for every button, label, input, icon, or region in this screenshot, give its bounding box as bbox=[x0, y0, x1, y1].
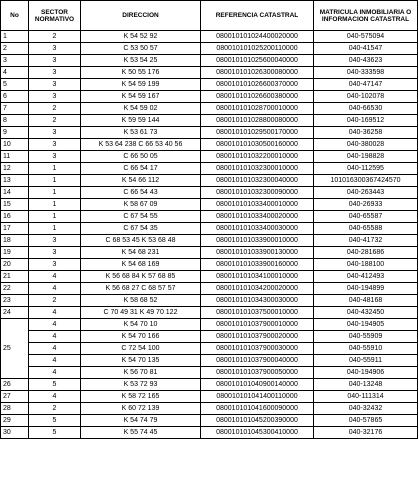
cell-no: 18 bbox=[1, 235, 29, 247]
cell-sector: 5 bbox=[29, 427, 81, 439]
table-row bbox=[1, 127, 418, 139]
cell-direccion: K 54 68 169 bbox=[81, 259, 201, 271]
cell-sector: 4 bbox=[29, 343, 81, 355]
cell-direccion: K 54 59 02 bbox=[81, 103, 201, 115]
cell-referencia: 080010101026300080000 bbox=[201, 67, 314, 79]
cell-matricula: 040-263443 bbox=[314, 187, 418, 199]
cell-sector: 1 bbox=[29, 199, 81, 211]
cell-direccion: K 58 72 165 bbox=[81, 391, 201, 403]
cell-no: 4 bbox=[1, 67, 29, 79]
cell-direccion: K 54 74 79 bbox=[81, 415, 201, 427]
cell-no: 5 bbox=[1, 79, 29, 91]
cell-matricula: 040-32432 bbox=[314, 403, 418, 415]
header-row bbox=[1, 1, 418, 31]
cell-referencia: 080010101026600370000 bbox=[201, 79, 314, 91]
cell-no: 11 bbox=[1, 151, 29, 163]
cell-direccion: K 58 67 09 bbox=[81, 199, 201, 211]
cell-matricula: 040-47147 bbox=[314, 79, 418, 91]
cell-direccion: K 56 68 84 K 57 68 85 bbox=[81, 271, 201, 283]
cell-referencia: 080010101037900050000 bbox=[201, 367, 314, 379]
cell-matricula: 040-41547 bbox=[314, 43, 418, 55]
table-row bbox=[1, 259, 418, 271]
table-row bbox=[1, 175, 418, 187]
table-row bbox=[1, 331, 418, 343]
cell-referencia: 080010101032300090000 bbox=[201, 187, 314, 199]
cell-sector: 1 bbox=[29, 211, 81, 223]
cell-referencia: 080010101033900130000 bbox=[201, 247, 314, 259]
table-body bbox=[1, 31, 418, 439]
cell-matricula: 040-333598 bbox=[314, 67, 418, 79]
cell-referencia: 080010101037500010000 bbox=[201, 307, 314, 319]
cell-sector: 2 bbox=[29, 31, 81, 43]
cell-no: 23 bbox=[1, 295, 29, 307]
cell-sector: 4 bbox=[29, 283, 81, 295]
cell-sector: 4 bbox=[29, 307, 81, 319]
cell-matricula: 040-194899 bbox=[314, 283, 418, 295]
cell-no: 8 bbox=[1, 115, 29, 127]
cell-no: 17 bbox=[1, 223, 29, 235]
cell-referencia: 080010101037900030000 bbox=[201, 343, 314, 355]
cell-referencia: 080010101033400010000 bbox=[201, 199, 314, 211]
table-row bbox=[1, 115, 418, 127]
cell-direccion: K 54 52 92 bbox=[81, 31, 201, 43]
cell-matricula: 040-194905 bbox=[314, 319, 418, 331]
cell-sector: 4 bbox=[29, 319, 81, 331]
cell-direccion: K 54 66 112 bbox=[81, 175, 201, 187]
cell-referencia: 080010101033900160000 bbox=[201, 259, 314, 271]
cell-direccion: K 54 70 166 bbox=[81, 331, 201, 343]
table-row bbox=[1, 151, 418, 163]
cell-no: 30 bbox=[1, 427, 29, 439]
cell-sector: 4 bbox=[29, 391, 81, 403]
table-row bbox=[1, 307, 418, 319]
cell-direccion: K 59 59 144 bbox=[81, 115, 201, 127]
cell-sector: 1 bbox=[29, 187, 81, 199]
cell-sector: 3 bbox=[29, 67, 81, 79]
cell-direccion: K 53 72 93 bbox=[81, 379, 201, 391]
cell-matricula: 040-112595 bbox=[314, 163, 418, 175]
cell-no: 1 bbox=[1, 31, 29, 43]
cell-matricula: 040-194906 bbox=[314, 367, 418, 379]
cell-no: 16 bbox=[1, 211, 29, 223]
cell-matricula: 040-281686 bbox=[314, 247, 418, 259]
cell-referencia: 080010101034100010000 bbox=[201, 271, 314, 283]
cell-matricula: 040-57865 bbox=[314, 415, 418, 427]
cell-no: 12 bbox=[1, 163, 29, 175]
cell-direccion: C 72 54 100 bbox=[81, 343, 201, 355]
cell-direccion: K 50 55 176 bbox=[81, 67, 201, 79]
cell-matricula: 040-55909 bbox=[314, 331, 418, 343]
table-row bbox=[1, 295, 418, 307]
cell-sector: 3 bbox=[29, 259, 81, 271]
cell-sector: 3 bbox=[29, 79, 81, 91]
cell-direccion: K 58 68 52 bbox=[81, 295, 201, 307]
cell-referencia: 080010101025600040000 bbox=[201, 55, 314, 67]
cell-sector: 4 bbox=[29, 331, 81, 343]
cell-referencia: 080010101032300010000 bbox=[201, 163, 314, 175]
table-row bbox=[1, 103, 418, 115]
table-row bbox=[1, 199, 418, 211]
cell-no: 6 bbox=[1, 91, 29, 103]
cell-sector: 3 bbox=[29, 127, 81, 139]
table-row bbox=[1, 415, 418, 427]
cell-matricula: 040-36258 bbox=[314, 127, 418, 139]
cell-referencia: 080010101028800080000 bbox=[201, 115, 314, 127]
table-row bbox=[1, 403, 418, 415]
table-row bbox=[1, 163, 418, 175]
cell-matricula: 040-198828 bbox=[314, 151, 418, 163]
cell-referencia: 080010101033400030000 bbox=[201, 223, 314, 235]
cell-no: 26 bbox=[1, 379, 29, 391]
cell-no: 20 bbox=[1, 259, 29, 271]
table-row bbox=[1, 31, 418, 43]
cell-direccion: K 54 70 10 bbox=[81, 319, 201, 331]
table-row bbox=[1, 79, 418, 91]
cell-sector: 5 bbox=[29, 415, 81, 427]
table-row bbox=[1, 379, 418, 391]
cell-sector: 3 bbox=[29, 43, 81, 55]
table-row bbox=[1, 211, 418, 223]
cell-sector: 3 bbox=[29, 55, 81, 67]
cell-no: 21 bbox=[1, 271, 29, 283]
cell-no: 2 bbox=[1, 43, 29, 55]
table-row bbox=[1, 247, 418, 259]
cell-referencia: 080010101032200010000 bbox=[201, 151, 314, 163]
table-row bbox=[1, 43, 418, 55]
cell-direccion: K 53 64 238 C 66 53 40 56 bbox=[81, 139, 201, 151]
cell-sector: 2 bbox=[29, 103, 81, 115]
cell-sector: 1 bbox=[29, 163, 81, 175]
cell-sector: 4 bbox=[29, 271, 81, 283]
cell-matricula: 040-188100 bbox=[314, 259, 418, 271]
table-row bbox=[1, 187, 418, 199]
cell-direccion: C 66 54 43 bbox=[81, 187, 201, 199]
cell-referencia: 080010101025200110000 bbox=[201, 43, 314, 55]
cell-matricula: 040-43623 bbox=[314, 55, 418, 67]
cell-referencia: 080010101037900040000 bbox=[201, 355, 314, 367]
cell-direccion: K 54 59 167 bbox=[81, 91, 201, 103]
cell-sector: 3 bbox=[29, 91, 81, 103]
cell-referencia: 080010101041400110000 bbox=[201, 391, 314, 403]
cell-matricula: 040-412493 bbox=[314, 271, 418, 283]
cell-direccion: K 54 59 199 bbox=[81, 79, 201, 91]
cell-referencia: 080010101024400020000 bbox=[201, 31, 314, 43]
table-row bbox=[1, 271, 418, 283]
header-sector: SECTOR NORMATIVO bbox=[29, 1, 81, 31]
table-row bbox=[1, 223, 418, 235]
cell-matricula: 040-65588 bbox=[314, 223, 418, 235]
cell-matricula: 040-111314 bbox=[314, 391, 418, 403]
header-no: No bbox=[1, 1, 29, 31]
cell-referencia: 080010101034300030000 bbox=[201, 295, 314, 307]
table-row bbox=[1, 367, 418, 379]
cell-no: 25 bbox=[1, 319, 29, 379]
cell-matricula: 040-55911 bbox=[314, 355, 418, 367]
cell-referencia: 080010101029500170000 bbox=[201, 127, 314, 139]
table-row bbox=[1, 343, 418, 355]
cell-referencia: 080010101034200020000 bbox=[201, 283, 314, 295]
cell-direccion: C 67 54 55 bbox=[81, 211, 201, 223]
cell-direccion: C 53 50 57 bbox=[81, 43, 201, 55]
cell-referencia: 080010101037900010000 bbox=[201, 319, 314, 331]
cell-sector: 1 bbox=[29, 223, 81, 235]
cell-direccion: K 53 54 25 bbox=[81, 55, 201, 67]
cell-no: 13 bbox=[1, 175, 29, 187]
cell-referencia: 080010101045300410000 bbox=[201, 427, 314, 439]
cell-referencia: 080010101030500160000 bbox=[201, 139, 314, 151]
cell-matricula: 040-575094 bbox=[314, 31, 418, 43]
cell-matricula: 040-66530 bbox=[314, 103, 418, 115]
cell-direccion: K 56 68 27 C 68 57 57 bbox=[81, 283, 201, 295]
cell-sector: 2 bbox=[29, 115, 81, 127]
header-direccion: DIRECCION bbox=[81, 1, 201, 31]
cell-sector: 3 bbox=[29, 151, 81, 163]
cell-direccion: C 70 49 31 K 49 70 122 bbox=[81, 307, 201, 319]
table-row bbox=[1, 427, 418, 439]
cell-referencia: 080010101033400020000 bbox=[201, 211, 314, 223]
cell-no: 22 bbox=[1, 283, 29, 295]
cell-matricula: 040-65587 bbox=[314, 211, 418, 223]
table-row bbox=[1, 139, 418, 151]
cell-sector: 2 bbox=[29, 295, 81, 307]
cell-no: 19 bbox=[1, 247, 29, 259]
cell-no: 27 bbox=[1, 391, 29, 403]
cell-referencia: 080010101032300040000 bbox=[201, 175, 314, 187]
cell-direccion: K 60 72 139 bbox=[81, 403, 201, 415]
table-row bbox=[1, 319, 418, 331]
cell-matricula: 040-26933 bbox=[314, 199, 418, 211]
table-row bbox=[1, 235, 418, 247]
cell-sector: 1 bbox=[29, 175, 81, 187]
cell-sector: 3 bbox=[29, 235, 81, 247]
cell-referencia: 080010101033900010000 bbox=[201, 235, 314, 247]
cell-direccion: C 68 53 45 K 53 68 48 bbox=[81, 235, 201, 247]
cell-no: 15 bbox=[1, 199, 29, 211]
cell-sector: 4 bbox=[29, 355, 81, 367]
cell-matricula: 040-169512 bbox=[314, 115, 418, 127]
cell-direccion: K 54 70 135 bbox=[81, 355, 201, 367]
header-referencia: REFERENCIA CATASTRAL bbox=[201, 1, 314, 31]
table-row bbox=[1, 283, 418, 295]
cell-matricula: 040-55910 bbox=[314, 343, 418, 355]
table-row bbox=[1, 391, 418, 403]
cell-direccion: K 53 61 73 bbox=[81, 127, 201, 139]
cell-sector: 4 bbox=[29, 367, 81, 379]
cell-no: 7 bbox=[1, 103, 29, 115]
cell-matricula: 040-380028 bbox=[314, 139, 418, 151]
cell-direccion: C 67 54 35 bbox=[81, 223, 201, 235]
table-row bbox=[1, 55, 418, 67]
cell-no: 10 bbox=[1, 139, 29, 151]
cell-referencia: 080010101028700010000 bbox=[201, 103, 314, 115]
cell-referencia: 080010101037900020000 bbox=[201, 331, 314, 343]
cell-no: 3 bbox=[1, 55, 29, 67]
table-row bbox=[1, 91, 418, 103]
cell-referencia: 080010101040900140000 bbox=[201, 379, 314, 391]
cell-no: 24 bbox=[1, 307, 29, 319]
cell-no: 9 bbox=[1, 127, 29, 139]
cell-matricula: 040-41732 bbox=[314, 235, 418, 247]
table-row bbox=[1, 355, 418, 367]
cell-sector: 3 bbox=[29, 247, 81, 259]
header-matricula: MATRICULA INMOBILIARIA O INFORMACION CATASTRAL bbox=[314, 1, 418, 31]
cell-matricula: 040-32176 bbox=[314, 427, 418, 439]
cell-direccion: K 56 70 81 bbox=[81, 367, 201, 379]
cell-direccion: K 55 74 45 bbox=[81, 427, 201, 439]
cell-matricula: 101016300367424570 bbox=[314, 175, 418, 187]
cell-matricula: 040-432450 bbox=[314, 307, 418, 319]
cell-referencia: 080010101026600380000 bbox=[201, 91, 314, 103]
cell-referencia: 080010101041600090000 bbox=[201, 403, 314, 415]
cell-matricula: 040-13248 bbox=[314, 379, 418, 391]
table-row bbox=[1, 67, 418, 79]
cell-direccion: C 66 54 17 bbox=[81, 163, 201, 175]
cell-direccion: C 66 50 05 bbox=[81, 151, 201, 163]
cell-sector: 2 bbox=[29, 403, 81, 415]
cell-referencia: 080010101045200390000 bbox=[201, 415, 314, 427]
cell-no: 14 bbox=[1, 187, 29, 199]
cell-matricula: 040-48168 bbox=[314, 295, 418, 307]
cell-no: 28 bbox=[1, 403, 29, 415]
cell-matricula: 040-102078 bbox=[314, 91, 418, 103]
cell-sector: 3 bbox=[29, 139, 81, 151]
cell-no: 29 bbox=[1, 415, 29, 427]
cell-sector: 5 bbox=[29, 379, 81, 391]
cell-direccion: K 54 68 231 bbox=[81, 247, 201, 259]
